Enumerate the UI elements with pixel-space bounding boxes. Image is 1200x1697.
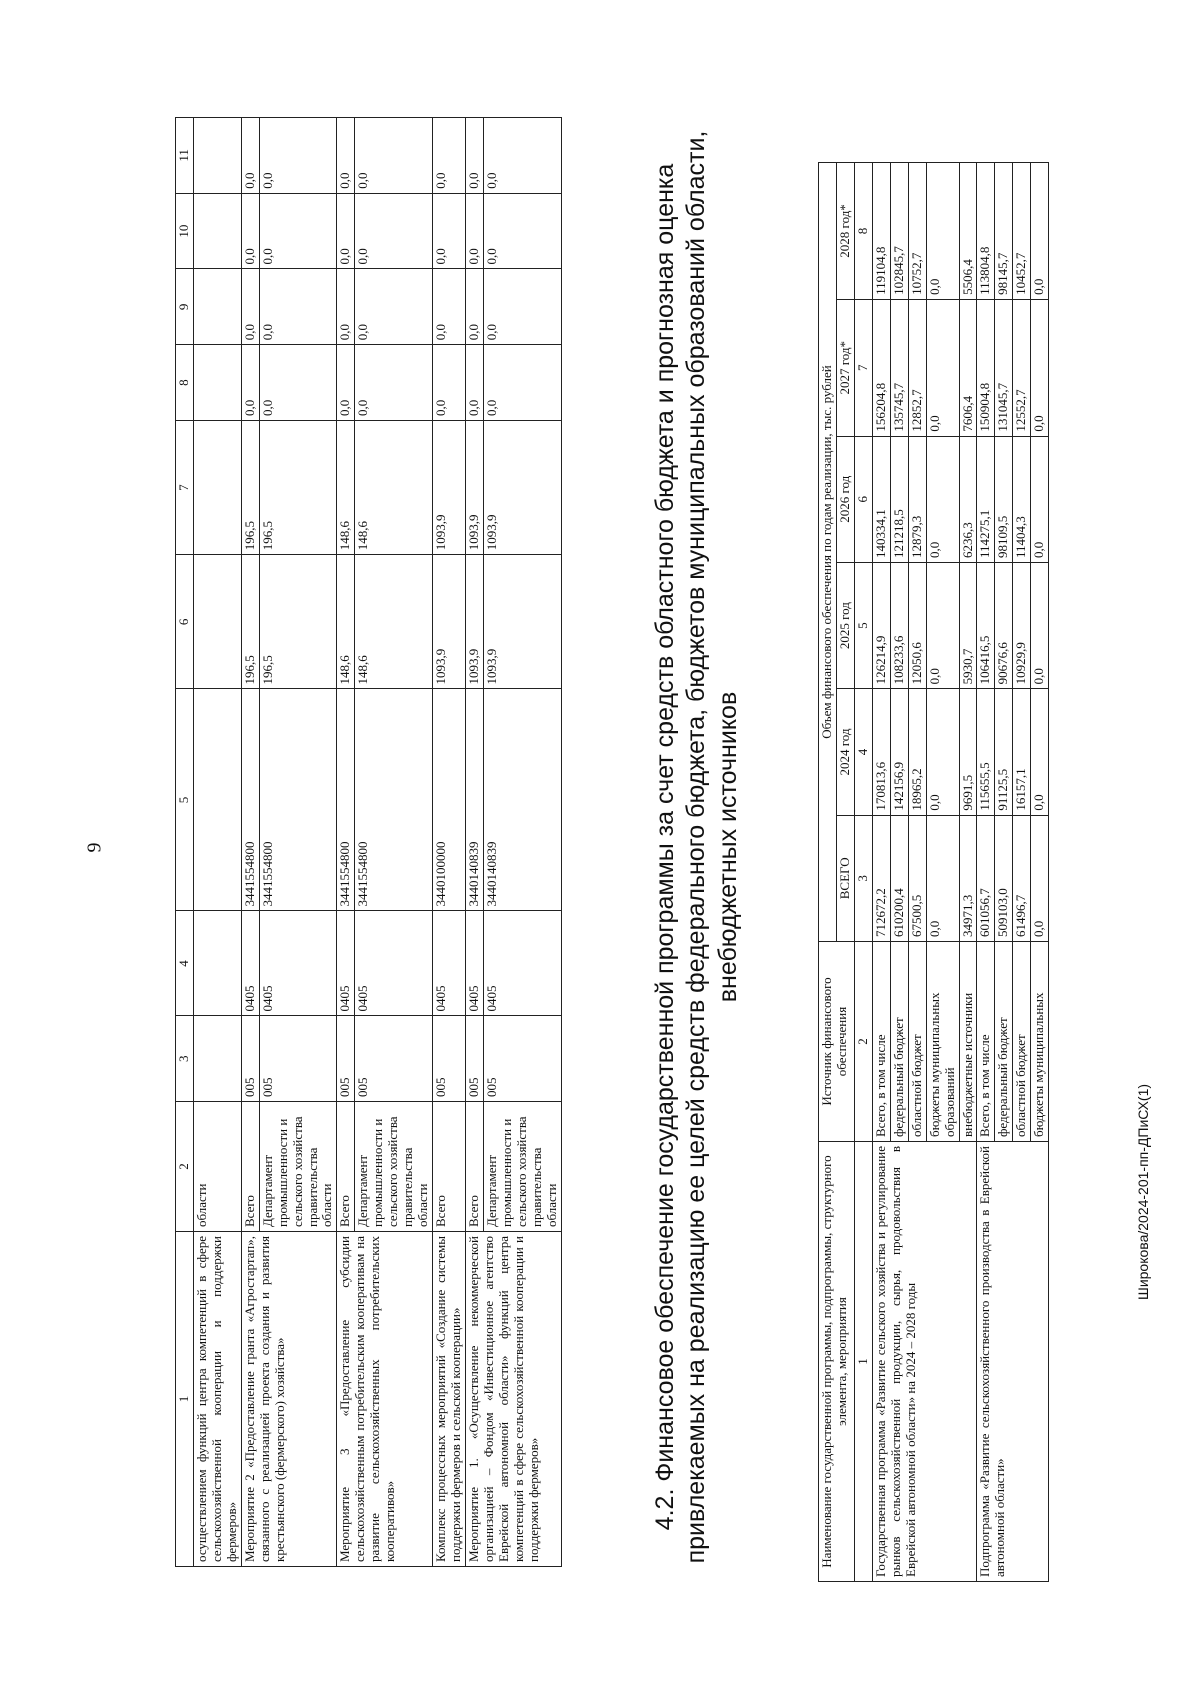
column-number-header: 5 xyxy=(854,562,872,688)
value-cell xyxy=(193,555,241,689)
value-cell: 9691,5 xyxy=(959,689,977,815)
value-cell: 131045,7 xyxy=(995,299,1013,436)
value-cell: 148,6 xyxy=(337,555,355,689)
value-cell: 0,0 xyxy=(241,118,259,194)
value-cell: 0,0 xyxy=(337,269,355,345)
section-heading: 4.2. Финансовое обеспечение государственной программы за счет средств областного бюджета и прогнозная оценка привлекаемых на реализацию ее целей средств федерального бюджета, бюджетов муниципальных образований области, внебюджетных источников xyxy=(651,130,742,1564)
value-cell: 0405 xyxy=(241,911,259,1016)
value-cell: 0,0 xyxy=(433,269,466,345)
value-cell: 0,0 xyxy=(926,436,959,562)
activity-name: Мероприятие 3 «Предоставление субсидии сельскохозяйственным потребительским кооперативам на развитие сельскохозяйственных потребительских кооперативов» xyxy=(337,1232,433,1567)
value-cell: 0,0 xyxy=(337,345,355,421)
value-cell: 12552,7 xyxy=(1013,299,1031,436)
value-cell: 0,0 xyxy=(465,269,483,345)
value-cell xyxy=(193,118,241,194)
value-cell: 3440140839 xyxy=(483,689,561,911)
value-cell: 12050,6 xyxy=(908,562,926,688)
value-cell: 0405 xyxy=(337,911,355,1016)
value-cell: 170813,6 xyxy=(872,689,890,815)
column-number-header: 11 xyxy=(176,118,194,194)
funding-source: Всего xyxy=(241,1102,259,1232)
value-cell: 150904,8 xyxy=(977,299,995,436)
value-cell: 0,0 xyxy=(483,118,561,194)
year-header: ВСЕГО xyxy=(836,815,854,941)
column-number-header: 7 xyxy=(854,299,872,436)
table-row xyxy=(465,118,483,1567)
value-cell: 005 xyxy=(337,1016,355,1102)
value-cell: 113804,8 xyxy=(977,163,995,300)
value-cell: 140334,1 xyxy=(872,436,890,562)
value-cell: 11404,3 xyxy=(1013,436,1031,562)
value-cell: 005 xyxy=(433,1016,466,1102)
funding-source: Департамент промышленности и сельского хозяйства правительства области xyxy=(355,1102,433,1232)
value-cell xyxy=(193,193,241,269)
value-cell xyxy=(193,1016,241,1102)
value-cell: 115655,5 xyxy=(977,689,995,815)
table-row xyxy=(872,163,890,1582)
value-cell: 10929,9 xyxy=(1013,562,1031,688)
value-cell: 114275,1 xyxy=(977,436,995,562)
value-cell: 98109,5 xyxy=(995,436,1013,562)
table-row xyxy=(433,118,466,1567)
table-row xyxy=(977,163,995,1582)
value-cell: 18965,2 xyxy=(908,689,926,815)
value-cell: 0405 xyxy=(465,911,483,1016)
value-cell: 3441554800 xyxy=(355,689,433,911)
col-source-header: Источник финансового обеспечения xyxy=(819,942,855,1142)
value-cell: 1093,9 xyxy=(465,555,483,689)
value-cell: 610200,4 xyxy=(890,815,908,941)
value-cell: 12852,7 xyxy=(908,299,926,436)
value-cell: 126214,9 xyxy=(872,562,890,688)
value-cell: 0,0 xyxy=(355,345,433,421)
value-cell: 148,6 xyxy=(355,421,433,555)
value-cell: 005 xyxy=(465,1016,483,1102)
funding-source: Всего xyxy=(433,1102,466,1232)
activities-table-header xyxy=(176,118,194,1567)
year-header: 2024 год xyxy=(836,689,854,815)
value-cell xyxy=(193,269,241,345)
value-cell xyxy=(193,689,241,911)
value-cell: 34971,3 xyxy=(959,815,977,941)
value-cell: 1093,9 xyxy=(483,421,561,555)
column-number-header: 3 xyxy=(854,815,872,941)
funding-source: Всего xyxy=(465,1102,483,1232)
value-cell: 3441554800 xyxy=(241,689,259,911)
value-cell: 1093,9 xyxy=(433,421,466,555)
value-cell: 142156,9 xyxy=(890,689,908,815)
value-cell: 0,0 xyxy=(433,193,466,269)
value-cell: 5930,7 xyxy=(959,562,977,688)
column-number-header: 1 xyxy=(176,1232,194,1567)
value-cell: 005 xyxy=(483,1016,561,1102)
value-cell: 3440100000 xyxy=(433,689,466,911)
column-number-header: 5 xyxy=(176,689,194,911)
activity-name: Комплекс процессных мероприятий «Создание системы поддержки фермеров и сельской кооперации» xyxy=(433,1232,466,1567)
value-cell: 0,0 xyxy=(1031,815,1049,941)
value-cell: 121218,5 xyxy=(890,436,908,562)
column-number-header: 9 xyxy=(176,269,194,345)
value-cell: 0,0 xyxy=(259,118,337,194)
column-number-header: 6 xyxy=(176,555,194,689)
value-cell: 0,0 xyxy=(465,345,483,421)
funding-source: Всего, в том числе xyxy=(977,942,995,1142)
value-cell: 3441554800 xyxy=(259,689,337,911)
document-footer: Широкова/2024-201-пп-ДПиСХ(1) xyxy=(1135,1083,1151,1300)
funding-source: областной бюджет xyxy=(1013,942,1031,1142)
value-cell: 90676,6 xyxy=(995,562,1013,688)
column-number-header: 1 xyxy=(854,1142,872,1582)
value-cell: 0,0 xyxy=(355,269,433,345)
value-cell: 0,0 xyxy=(483,193,561,269)
value-cell: 148,6 xyxy=(337,421,355,555)
value-cell: 0,0 xyxy=(337,193,355,269)
value-cell: 1093,9 xyxy=(465,421,483,555)
value-cell: 0,0 xyxy=(241,193,259,269)
funding-source: областной бюджет xyxy=(908,942,926,1142)
value-cell: 135745,7 xyxy=(890,299,908,436)
value-cell: 1093,9 xyxy=(483,555,561,689)
value-cell: 1093,9 xyxy=(433,555,466,689)
value-cell: 712672,2 xyxy=(872,815,890,941)
value-cell: 0,0 xyxy=(259,269,337,345)
value-cell: 0,0 xyxy=(926,299,959,436)
value-cell: 196,5 xyxy=(241,421,259,555)
value-cell: 005 xyxy=(241,1016,259,1102)
funding-source: бюджеты муниципальных образований xyxy=(926,942,959,1142)
value-cell: 0405 xyxy=(259,911,337,1016)
value-cell: 0,0 xyxy=(259,345,337,421)
value-cell: 98145,7 xyxy=(995,163,1013,300)
column-number-header: 8 xyxy=(176,345,194,421)
financing-table xyxy=(818,162,1049,1582)
table-row xyxy=(241,118,259,1567)
value-cell: 0405 xyxy=(483,911,561,1016)
activity-name: Мероприятие 1. «Осуществление некоммерческой организацией – Фондом «Инвестиционное агентство Еврейской автономной области» функций центра компетенций в сфере сельскохозяйственной кооперации и поддержки фермеров» xyxy=(465,1232,561,1567)
value-cell: 7606,4 xyxy=(959,299,977,436)
value-cell: 0,0 xyxy=(465,118,483,194)
column-number-header: 6 xyxy=(854,436,872,562)
table-row xyxy=(337,118,355,1567)
column-number-header: 3 xyxy=(176,1016,194,1102)
column-number-header: 8 xyxy=(854,163,872,300)
year-header: 2028 год* xyxy=(836,163,854,300)
value-cell: 0,0 xyxy=(355,118,433,194)
value-cell: 3441554800 xyxy=(337,689,355,911)
funding-source: Всего xyxy=(337,1102,355,1232)
funding-source: Всего, в том числе xyxy=(872,942,890,1142)
col-name-header: Наименование государственной программы, подпрограммы, структурного элемента, мероприятия xyxy=(819,1142,855,1582)
activity-name: Мероприятие 2 «Предоставление гранта «Агростартап», связанного с реализацией проекта создания и развития крестьянского (фермерского) хозяйства» xyxy=(241,1232,337,1567)
value-cell: 10452,7 xyxy=(1013,163,1031,300)
value-cell: 119104,8 xyxy=(872,163,890,300)
value-cell: 102845,7 xyxy=(890,163,908,300)
value-cell: 0,0 xyxy=(1031,436,1049,562)
value-cell: 0,0 xyxy=(241,345,259,421)
value-cell: 0,0 xyxy=(241,269,259,345)
value-cell: 005 xyxy=(259,1016,337,1102)
value-cell: 0,0 xyxy=(1031,562,1049,688)
value-cell: 148,6 xyxy=(355,555,433,689)
value-cell: 0,0 xyxy=(1031,689,1049,815)
value-cell: 0,0 xyxy=(483,345,561,421)
value-cell: 16157,1 xyxy=(1013,689,1031,815)
value-cell: 509103,0 xyxy=(995,815,1013,941)
funding-source: федеральный бюджет xyxy=(995,942,1013,1142)
value-cell: 91125,5 xyxy=(995,689,1013,815)
value-cell: 0,0 xyxy=(465,193,483,269)
value-cell: 6236,3 xyxy=(959,436,977,562)
value-cell xyxy=(193,911,241,1016)
year-header: 2027 год* xyxy=(836,299,854,436)
value-cell: 0,0 xyxy=(433,118,466,194)
year-header: 2026 год xyxy=(836,436,854,562)
value-cell: 0,0 xyxy=(433,345,466,421)
funding-source: внебюджетные источники xyxy=(959,942,977,1142)
value-cell: 108233,6 xyxy=(890,562,908,688)
column-number-header: 2 xyxy=(854,942,872,1142)
value-cell: 0,0 xyxy=(926,163,959,300)
value-cell: 5506,4 xyxy=(959,163,977,300)
column-number-header: 2 xyxy=(176,1102,194,1232)
value-cell: 196,5 xyxy=(259,421,337,555)
funding-source: бюджеты муниципальных xyxy=(1031,942,1049,1142)
funding-source: федеральный бюджет xyxy=(890,942,908,1142)
table-row xyxy=(193,118,241,1567)
activity-name: осуществлением функций центра компетенций в сфере сельскохозяйственной кооперации и поддержки фермеров» xyxy=(193,1232,241,1567)
column-number-header: 7 xyxy=(176,421,194,555)
value-cell: 0405 xyxy=(433,911,466,1016)
funding-source: Департамент промышленности и сельского хозяйства правительства области xyxy=(259,1102,337,1232)
value-cell: 196,5 xyxy=(241,555,259,689)
value-cell: 0,0 xyxy=(926,815,959,941)
col-volume-header: Объем финансового обеспечения по годам реализации, тыс. рублей xyxy=(819,163,837,942)
value-cell: 0,0 xyxy=(926,562,959,688)
value-cell: 67500,5 xyxy=(908,815,926,941)
column-number-header: 4 xyxy=(176,911,194,1016)
activities-table xyxy=(175,117,562,1567)
program-name: Государственная программа «Развитие сельского хозяйства и регулирование рынков сельскохозяйственной продукции, сырья, продовольствия в Еврейской автономной области» на 2024 – 2028 годы xyxy=(872,1142,977,1582)
page-number: 9 xyxy=(83,842,106,853)
program-name: Подпрограмма «Развитие сельскохозяйственного производства в Еврейской автономной области» xyxy=(977,1142,1049,1582)
value-cell: 0,0 xyxy=(337,118,355,194)
value-cell: 601056,7 xyxy=(977,815,995,941)
column-number-header: 10 xyxy=(176,193,194,269)
value-cell: 0,0 xyxy=(926,689,959,815)
value-cell: 0,0 xyxy=(1031,163,1049,300)
value-cell: 156204,8 xyxy=(872,299,890,436)
column-number-header: 4 xyxy=(854,689,872,815)
year-header: 2025 год xyxy=(836,562,854,688)
value-cell: 196,5 xyxy=(259,555,337,689)
value-cell: 12879,3 xyxy=(908,436,926,562)
funding-source: области xyxy=(193,1102,241,1232)
value-cell: 0405 xyxy=(355,911,433,1016)
value-cell: 3440140839 xyxy=(465,689,483,911)
value-cell: 005 xyxy=(355,1016,433,1102)
value-cell xyxy=(193,345,241,421)
value-cell: 61496,7 xyxy=(1013,815,1031,941)
column-numbers-row xyxy=(854,163,872,1582)
value-cell: 0,0 xyxy=(259,193,337,269)
value-cell: 0,0 xyxy=(1031,299,1049,436)
value-cell: 10752,7 xyxy=(908,163,926,300)
value-cell: 106416,5 xyxy=(977,562,995,688)
value-cell: 0,0 xyxy=(483,269,561,345)
value-cell xyxy=(193,421,241,555)
value-cell: 0,0 xyxy=(355,193,433,269)
funding-source: Департамент промышленности и сельского хозяйства правительства области xyxy=(483,1102,561,1232)
